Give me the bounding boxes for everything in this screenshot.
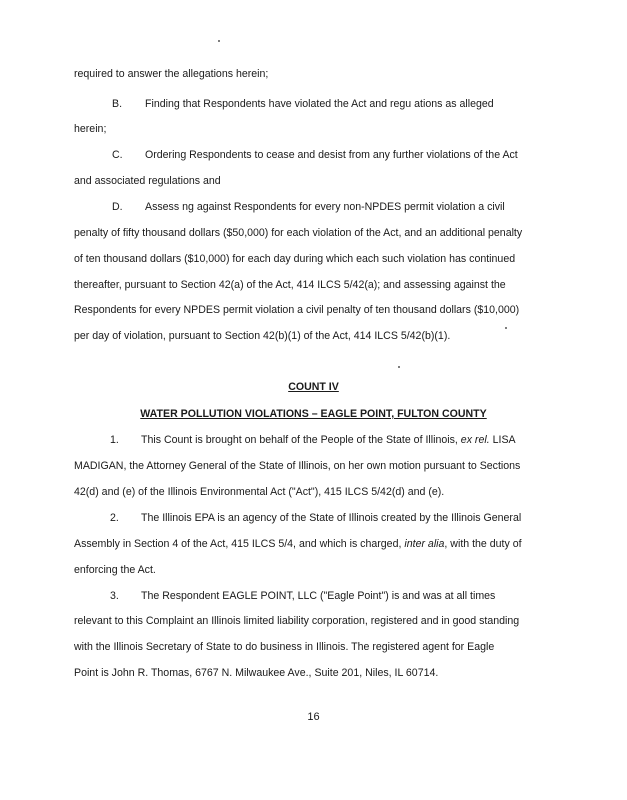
latin-term: ex rel. [460,434,490,446]
text-line: relevant to this Complaint an Illinois limited liability corporation, registered and in good standing [74,615,520,627]
item-letter-d: D. [112,201,123,213]
count-subheading: WATER POLLUTION VIOLATIONS – EAGLE POINT, FULTON COUNTY [140,408,487,420]
text-line: required to answer the allegations herein; [74,68,269,80]
text-line: with the Illinois Secretary of State to do business in Illinois. The registered agent for Eagle [74,641,495,653]
page-number: 16 [307,711,320,723]
text-line: 42(d) and (e) of the Illinois Environmental Act ("Act"), 415 ILCS 5/42(d) and (e). [74,486,445,498]
scan-speck [505,327,507,329]
scan-speck [398,366,400,368]
text-line: The Respondent EAGLE POINT, LLC ("Eagle Point") is and was at all times [141,590,496,602]
item-letter-b: B. [112,98,123,110]
text-line: MADIGAN, the Attorney General of the State of Illinois, on her own motion pursuant to Sections [74,460,521,472]
item-b-text: Finding that Respondents have violated the Act and regu ations as alleged [145,98,494,110]
text-segment: This Count is brought on behalf of the People of the State of Illinois, [141,434,458,446]
text-line: Respondents for every NPDES permit violation a civil penalty of ten thousand dollars ($10,000) [74,304,520,316]
text-line: penalty of fifty thousand dollars ($50,000) for each violation of the Act, and an additional penalty [74,227,523,239]
scan-speck [218,40,220,42]
item-letter-c: C. [112,149,123,161]
paragraph-number: 1. [110,434,119,446]
text-line: per day of violation, pursuant to Section 42(b)(1) of the Act, 414 ILCS 5/42(b)(1). [74,330,451,342]
text-line: and associated regulations and [74,175,221,187]
paragraph-1-line-1 [141,433,516,447]
text-line: The Illinois EPA is an agency of the State of Illinois created by the Illinois General [141,512,522,524]
paragraph-number: 3. [110,590,119,602]
text-line: enforcing the Act. [74,564,156,576]
text-line: Point is John R. Thomas, 6767 N. Milwaukee Ave., Suite 201, Niles, IL 60714. [74,667,439,679]
text-segment: , with the duty of [444,538,522,550]
paragraph-2-line-2 [74,537,522,551]
paragraph-number: 2. [110,512,119,524]
item-d-text: Assess ng against Respondents for every non-NPDES permit violation a civil [145,201,505,213]
text-segment: LISA [492,434,516,446]
latin-term: inter alia [404,538,445,550]
text-line: of ten thousand dollars ($10,000) for each day during which each such violation has continued [74,253,516,265]
text-segment: Assembly in Section 4 of the Act, 415 ILCS 5/4, and which is charged, [74,538,402,550]
text-line: herein; [74,123,107,135]
count-heading: COUNT IV [288,381,339,393]
text-line: thereafter, pursuant to Section 42(a) of the Act, 414 ILCS 5/42(a); and assessing against the [74,279,506,291]
item-c-text: Ordering Respondents to cease and desist from any further violations of the Act [145,149,518,161]
